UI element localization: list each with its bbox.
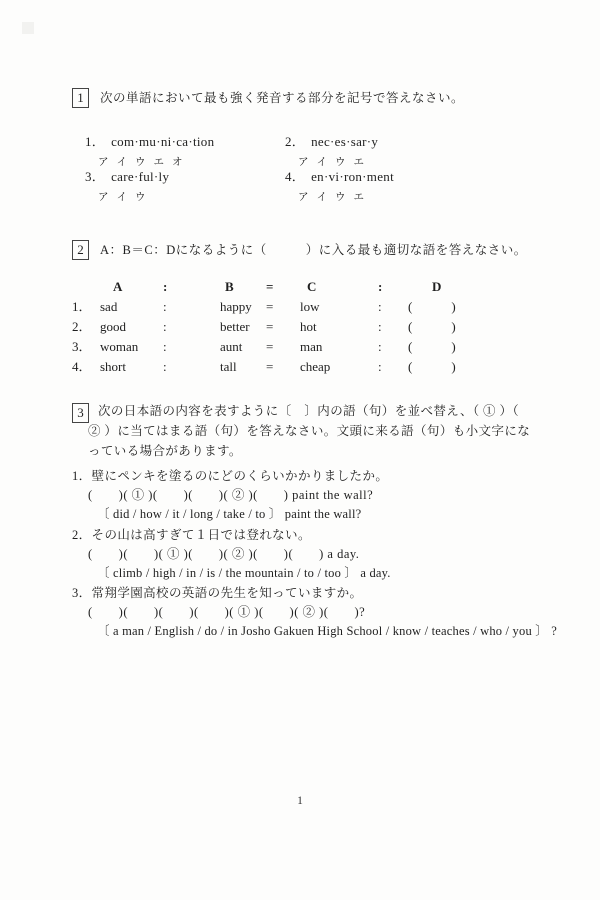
section-2-instruction: A：B＝C：Dになるように（ ）に入る最も適切な語を答えなさい。 <box>100 243 527 257</box>
question-2-wordbank: 〔 climb / high / in / is / the mountain / to / too 〕 a day. <box>97 566 391 580</box>
cell-c: low <box>300 299 320 314</box>
question-3-wordbank: 〔 a man / English / do / in Josho Gakuen High School / know / teaches / who / you 〕 ? <box>97 624 558 638</box>
word-text: care·ful·ly <box>111 169 170 184</box>
cell-colon: : <box>163 359 167 374</box>
cell-equals: = <box>266 319 274 334</box>
choice-mark: ウ <box>135 157 146 168</box>
cell-b: tall <box>220 359 237 374</box>
question-3-blanks: ( )( )( )( )( ① )( )( ② )( )? <box>88 605 366 619</box>
choice-mark: イ <box>316 157 327 168</box>
cell-d-blank: ( ) <box>408 299 456 314</box>
section-1-instruction: 次の単語において最も強く発音する部分を記号で答えなさい。 <box>100 91 465 105</box>
cell-colon: : <box>378 339 382 354</box>
row-number: 2． <box>72 319 92 334</box>
question-2-prompt: 2．その山は高すぎて１日では登れない。 <box>72 528 311 542</box>
cell-a: short <box>100 359 126 374</box>
cell-colon: : <box>378 319 382 334</box>
cell-equals: = <box>266 359 274 374</box>
cell-equals: = <box>266 299 274 314</box>
item-number: 4． <box>285 169 306 184</box>
pronunciation-item-1 <box>85 131 214 169</box>
cell-d-blank: ( ) <box>408 339 456 354</box>
cell-equals: = <box>266 339 274 354</box>
page-number: 1 <box>297 795 303 807</box>
choice-mark: オ <box>172 157 183 168</box>
cell-c: cheap <box>300 359 331 374</box>
item-number: 2． <box>285 134 306 149</box>
cell-a: good <box>100 319 126 334</box>
choice-mark: ウ <box>335 192 346 203</box>
pronunciation-choices <box>285 189 394 204</box>
cell-colon: : <box>163 319 167 334</box>
choice-mark: ウ <box>135 192 146 203</box>
cell-b: happy <box>220 299 252 314</box>
section-3-header <box>72 403 89 423</box>
section-2-header <box>72 240 527 260</box>
word-text: nec·es·sar·y <box>311 134 379 149</box>
pronunciation-word <box>285 166 394 185</box>
column-header-a: A <box>113 279 123 294</box>
pronunciation-word <box>285 131 378 150</box>
pronunciation-item-2 <box>285 131 378 169</box>
cell-d-blank: ( ) <box>408 319 456 334</box>
row-number: 1． <box>72 299 92 314</box>
choice-mark: イ <box>316 192 327 203</box>
choice-mark: イ <box>116 157 127 168</box>
cell-colon: : <box>378 299 382 314</box>
question-1-prompt: 1．壁にペンキを塗るのにどのくらいかかりましたか。 <box>72 469 389 483</box>
column-header-d: D <box>432 279 442 294</box>
cell-b: better <box>220 319 250 334</box>
choice-mark: ア <box>98 157 109 168</box>
pronunciation-word <box>85 131 214 150</box>
pronunciation-item-3 <box>85 166 169 204</box>
cell-c: hot <box>300 319 317 334</box>
cell-a: sad <box>100 299 118 314</box>
choice-mark: ア <box>298 192 309 203</box>
cell-a: woman <box>100 339 139 354</box>
row-number: 4． <box>72 359 92 374</box>
column-header-c: C <box>307 279 317 294</box>
choice-mark: イ <box>116 192 127 203</box>
question-3-prompt: 3．常翔学園高校の英語の先生を知っていますか。 <box>72 586 363 600</box>
item-number: 3． <box>85 169 106 184</box>
section-2-number: 2 <box>72 240 89 260</box>
pronunciation-item-4 <box>285 166 394 204</box>
row-number: 3． <box>72 339 92 354</box>
cell-d-blank: ( ) <box>408 359 456 374</box>
choice-mark: ア <box>298 157 309 168</box>
section-1-number: 1 <box>72 88 89 108</box>
analogy-table <box>72 277 488 377</box>
cell-colon: : <box>163 339 167 354</box>
choice-mark: エ <box>153 157 164 168</box>
question-1-wordbank: 〔 did / how / it / long / take / to 〕 paint the wall? <box>97 507 362 521</box>
scan-artifact <box>22 22 34 34</box>
pronunciation-word <box>85 166 169 185</box>
choice-mark: エ <box>353 192 364 203</box>
word-text: en·vi·ron·ment <box>311 169 395 184</box>
pronunciation-choices <box>85 189 169 204</box>
word-text: com·mu·ni·ca·tion <box>111 134 215 149</box>
column-header-colon: : <box>163 279 168 294</box>
section-3-instruction: 次の日本語の内容を表すように〔 〕内の語（句）を並べ替え、（ ① ）（ ② ）に当てはまる語（句）を答えなさい。文頭に来る語（句）も小文字になっている場合があります。 <box>88 404 531 458</box>
choice-mark: ウ <box>335 157 346 168</box>
cell-colon: : <box>378 359 382 374</box>
column-header-colon: : <box>378 279 383 294</box>
cell-colon: : <box>163 299 167 314</box>
section-1-header <box>72 88 464 108</box>
section-3-number: 3 <box>72 403 89 423</box>
item-number: 1． <box>85 134 106 149</box>
question-1-blanks: ( )( ① )( )( )( ② )( ) paint the wall? <box>88 488 374 502</box>
cell-c: man <box>300 339 323 354</box>
column-header-equals: = <box>266 279 274 294</box>
question-2-blanks: ( )( )( ① )( )( ② )( )( ) a day. <box>88 547 360 561</box>
column-header-b: B <box>225 279 234 294</box>
choice-mark: エ <box>353 157 364 168</box>
table-cell <box>72 277 100 297</box>
cell-b: aunt <box>220 339 243 354</box>
choice-mark: ア <box>98 192 109 203</box>
